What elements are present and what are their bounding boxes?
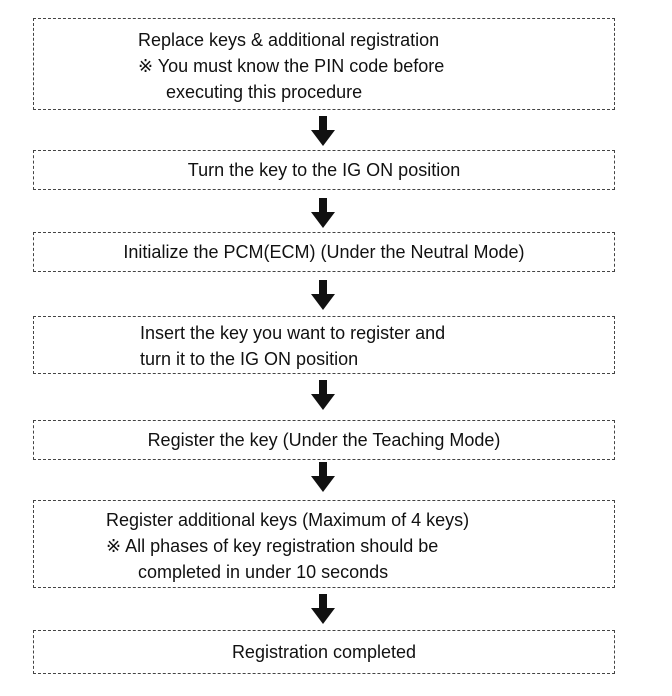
step-1-note: ※ You must know the PIN code before [138, 56, 445, 76]
step-1-title: Replace keys & additional registration [138, 30, 440, 50]
flow-step-initialize-pcm [33, 232, 615, 272]
down-arrow-icon [311, 198, 335, 228]
down-arrow-icon [311, 380, 335, 410]
down-arrow-icon [311, 462, 335, 492]
step-4-line-1: Insert the key you want to register and [140, 323, 446, 343]
down-arrow-icon [311, 280, 335, 310]
step-6-note-cont: completed in under 10 seconds [138, 562, 389, 582]
down-arrow-icon [311, 594, 335, 624]
step-6-note: ※ All phases of key registration should be [106, 536, 439, 556]
flow-step-registration-completed [33, 630, 615, 674]
flow-step-insert-key [33, 316, 615, 374]
flow-step-turn-key-ig-on [33, 150, 615, 190]
step-1-note-cont: executing this procedure [166, 82, 363, 102]
step-4-line-2: turn it to the IG ON position [140, 349, 359, 369]
flow-step-register-key [33, 420, 615, 460]
step-5-text: Register the key (Under the Teaching Mode) [147, 430, 501, 450]
step-6-title: Register additional keys (Maximum of 4 keys) [106, 510, 470, 530]
flow-step-replace-keys [33, 18, 615, 110]
down-arrow-icon [311, 116, 335, 146]
flow-step-register-additional-keys [33, 500, 615, 588]
step-2-text: Turn the key to the IG ON position [187, 160, 461, 180]
step-7-text: Registration completed [231, 642, 417, 662]
step-3-text: Initialize the PCM(ECM) (Under the Neutral Mode) [123, 242, 525, 262]
